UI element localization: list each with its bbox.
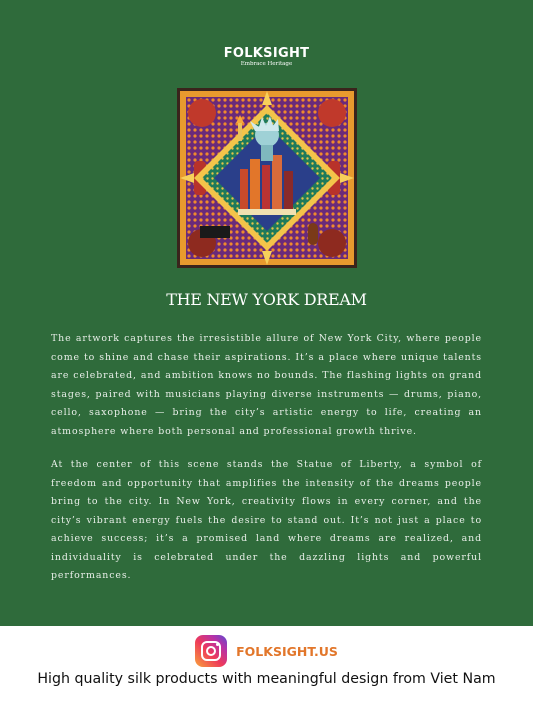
social-link[interactable] bbox=[0, 635, 533, 667]
paragraph-2: At the center of this scene stands the Statue of Liberty, a symbol of freedom and opportunity that amplifies the intensity of the dreams people bring to the city. In New York, creativity flows in every corner, and the city’s vibrant energy fuels the desire to stand out. It’s not just a place to achieve success; it’s a promised land where dreams are realized, and individuality is celebrated under the dazzling lights and powerful performances. bbox=[51, 459, 482, 581]
article-body bbox=[51, 330, 482, 601]
instagram-icon[interactable] bbox=[195, 635, 227, 667]
brand-tagline: Embrace Heritage bbox=[240, 61, 293, 67]
footer bbox=[0, 626, 533, 728]
page-title: THE NEW YORK DREAM bbox=[166, 290, 367, 309]
statue-of-liberty-scarf-icon bbox=[180, 91, 354, 265]
social-handle[interactable]: FOLKSIGHT.US bbox=[236, 643, 338, 659]
brand-logo[interactable] bbox=[0, 46, 533, 68]
footer-tagline: High quality silk products with meaningful design from Viet Nam bbox=[37, 671, 496, 687]
brand-name: FOLKSIGHT bbox=[223, 46, 310, 61]
paragraph-1: The artwork captures the irresistible allure of New York City, where people come to shine and chase their aspirations. It’s a place where unique talents are celebrated, and ambition knows no bounds. The flashing lights on grand stages, paired with musicians playing diverse instruments — drums, piano, cello, saxophone — bring the city’s artistic energy to life, creating an atmosphere where both personal and professional growth thrive. bbox=[51, 333, 482, 437]
artwork-image bbox=[177, 88, 357, 268]
